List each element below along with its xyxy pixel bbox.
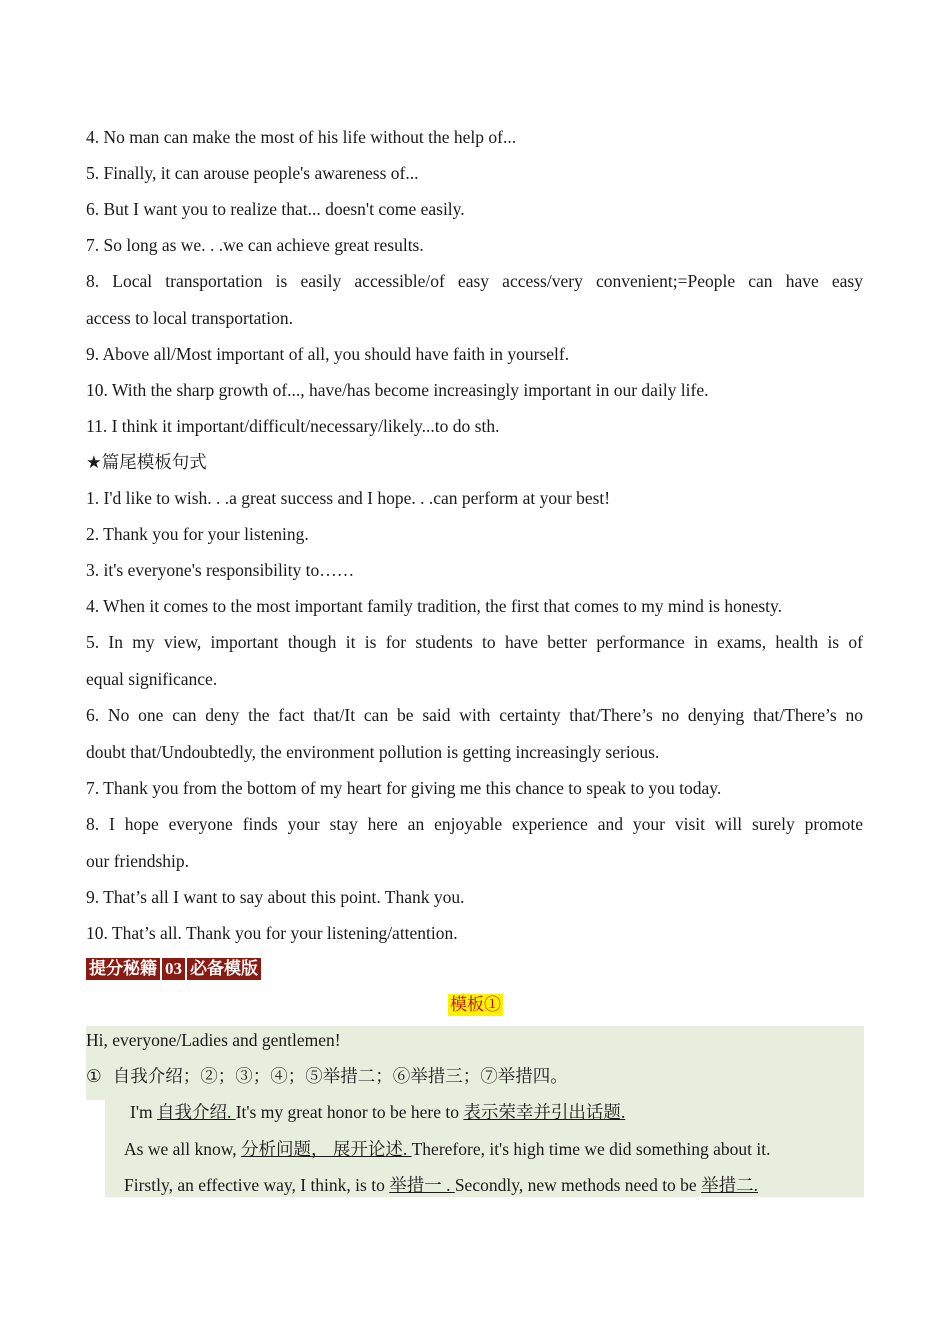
ending-sentence-5: 5. In my view, important though it is for students to have better performance in exams, health is of — [86, 632, 863, 652]
ending-sentence-6-cont: doubt that/Undoubtedly, the environment pollution is getting increasingly serious. — [86, 742, 660, 762]
section-badge — [86, 958, 261, 980]
ending-sentence-2: 2. Thank you for your listening. — [86, 524, 309, 544]
template-outline — [86, 1065, 863, 1087]
template-title: 模板① — [450, 995, 501, 1014]
p2-text-b: Therefore, it's high time we did something about it. — [411, 1139, 771, 1159]
ending-sentence-4: 4. When it comes to the most important family tradition, the first that comes to my mind is honesty. — [86, 596, 783, 616]
ending-heading-text: 篇尾模板句式 — [101, 452, 207, 472]
ending-sentence-8: 8. I hope everyone finds your stay here an enjoyable experience and your visit will surely promote — [86, 814, 863, 834]
p3-blank-2: 举措二. — [701, 1175, 758, 1195]
ending-sentence-10: 10. That’s all. Thank you for your listening/attention. — [86, 923, 458, 943]
template-paragraph-1 — [130, 1101, 863, 1123]
badge-part-2: 03 — [162, 958, 185, 980]
middle-sentence-10: 10. With the sharp growth of..., have/has become increasingly important in our daily life. — [86, 380, 709, 400]
p3-text-b: Secondly, new methods need to be — [454, 1175, 702, 1195]
p2-text-a: As we all know, — [124, 1139, 241, 1159]
middle-sentence-11: 11. I think it important/difficult/necessary/likely...to do sth. — [86, 416, 500, 436]
middle-sentence-5: 5. Finally, it can arouse people's awareness of... — [86, 163, 419, 183]
middle-sentence-4: 4. No man can make the most of his life without the help of... — [86, 127, 517, 147]
p2-blank-1: 分析问题， 展开论述. — [240, 1139, 412, 1159]
ending-sentence-8-cont: our friendship. — [86, 851, 190, 871]
middle-sentence-7: 7. So long as we. . .we can achieve great results. — [86, 235, 424, 255]
ending-sentence-5-cont: equal significance. — [86, 669, 218, 689]
outline-text: 自我介绍；②；③；④；⑤举措二；⑥举措三；⑦举措四。 — [112, 1066, 568, 1086]
ending-sentence-7: 7. Thank you from the bottom of my heart for giving me this chance to speak to you today. — [86, 778, 722, 798]
template-paragraph-2 — [124, 1138, 863, 1160]
middle-sentence-6: 6. But I want you to realize that... doesn't come easily. — [86, 199, 465, 219]
ending-sentence-1: 1. I'd like to wish. . .a great success and I hope. . .can perform at your best! — [86, 488, 611, 508]
ending-sentence-6: 6. No one can deny the fact that/It can be said with certainty that/There’s no denying that/There’s no — [86, 705, 863, 725]
ending-sentence-9: 9. That’s all I want to say about this point. Thank you. — [86, 887, 465, 907]
badge-part-1: 提分秘籍 — [86, 958, 160, 980]
middle-sentence-8-cont: access to local transportation. — [86, 308, 294, 328]
p1-blank-1: 自我介绍. — [156, 1102, 236, 1122]
middle-sentence-8: 8. Local transportation is easily accessible/of easy access/very convenient;=People can have easy — [86, 271, 863, 291]
p3-blank-1: 举措一 . — [389, 1175, 455, 1195]
p3-text-a: Firstly, an effective way, I think, is to — [124, 1175, 390, 1195]
p1-text-a: I'm — [130, 1102, 157, 1122]
p1-blank-2: 表示荣幸并引出话题. — [463, 1102, 626, 1122]
badge-part-3: 必备模版 — [187, 958, 261, 980]
template-greeting: Hi, everyone/Ladies and gentlemen! — [86, 1030, 341, 1050]
middle-sentence-9: 9. Above all/Most important of all, you should have faith in yourself. — [86, 344, 570, 364]
ending-heading — [86, 451, 863, 474]
star-icon: ★ — [86, 453, 102, 473]
p1-text-b: It's my great honor to be here to — [235, 1102, 464, 1122]
ending-sentence-3: 3. it's everyone's responsibility to…… — [86, 560, 355, 580]
outline-number: ① — [86, 1066, 102, 1086]
template-paragraph-3 — [124, 1174, 863, 1196]
